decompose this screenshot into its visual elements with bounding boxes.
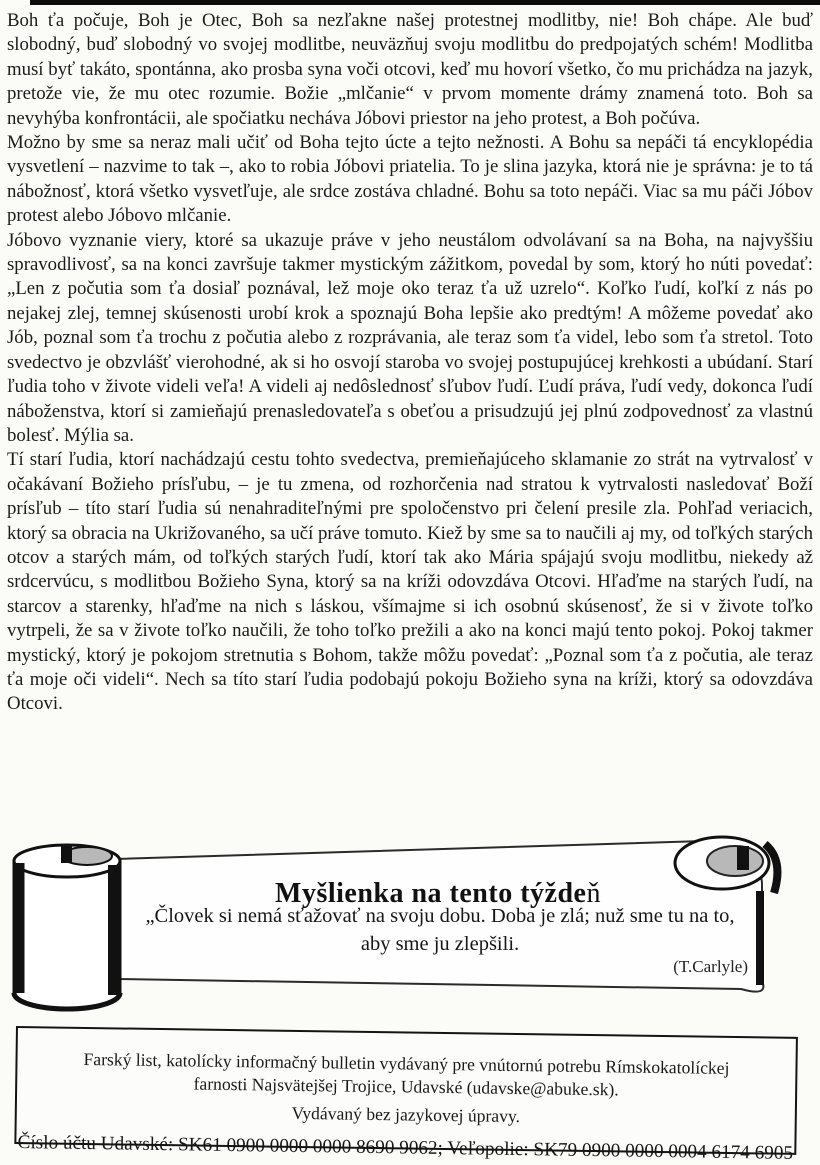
banner-title-main: Myšlienka na tento týžde (275, 877, 587, 909)
quote-line-2: aby sme ju zlepšili. (360, 933, 520, 955)
footer-content (16, 1028, 796, 1165)
top-rule (30, 0, 820, 5)
paragraph-2: Možno by sme sa neraz mali učiť od Boha tejto úcte a tejto nežnosti. A Bohu sa nepáči tá encyklopédia vysvetlení – nazvime to tak –, ako to robia Jóbovi priatelia. To je slina jazyka, ktorá nie je správna: je to tá nábožnosť, ktorá všetko vysvetľuje, ale srdce zostáva chladné. Bohu sa toto nepáči. Viac sa mu páči Jóbov protest alebo Jóbovo mlčanie. (7, 132, 813, 227)
article (7, 9, 813, 717)
scroll-icon (8, 833, 792, 1025)
paragraph-4: Tí starí ľudia, ktorí nachádzajú cestu tohto svedectva, premieňajúceho sklamanie zo strát na vytrvalosť v očakávaní Božieho prísľubu, – je tu zmena, od rozhorčenia nad stratou k vytrvalosti nasledovať Boží prísľub – títo starí ľudia sú nenahraditeľnými pre spoločenstvo pri čelení presile zla. Pohľad veriacich, ktorý sa obracia na Ukrižovaného, sa učí práve tomuto. Kiež by sme sa to naučili aj my, od toľkých starých otcov a starých mám, od toľkých starých ľudí, ktorí tak ako Mária spájajú svoju modlitbu, niekedy až srdcervúcu, s modlitbou Božieho Syna, ktorý sa na kríži odovzdáva Otcovi. Hľaďme na starých ľudí, na starcov a starenky, hľaďme na nich s láskou, všímajme si ich osobnú skúsenosť, že si v živote toľko vytrpeli, že sa v živote toľko naučili, že toho toľko prežili a ako na konci majú tento pokoj. Pokoj takmer mystický, ktorý je pokojom stretnutia s Bohom, takže môžu povedať: „Poznal som ťa z počutia, ale teraz ťa moje oči videli“. Nech sa títo starí ľudia podobajú pokoju Božieho syna na kríži, ktorý sa odovzdáva Otcovi. (7, 449, 813, 715)
account-numbers: Číslo účtu Udavské: SK61 0900 0000 0000 8690 9062; Veľopolie: SK79 0900 0000 0004 6174 6905 (17, 1132, 794, 1164)
footer-line-2: farnosti Najsvätejšej Trojice, Udavské (udavske@abuke.sk). (193, 1073, 619, 1100)
banner-title-tail: ň (586, 877, 601, 909)
thought-of-week-banner (8, 833, 792, 1025)
footer-box (14, 1026, 798, 1164)
quote-line-1: „Človek si nemá sťažovať na svoju dobu. Doba je zlá; nuž sme tu na to, (145, 905, 735, 927)
paragraph-3: Jóbovo vyznanie viery, ktoré sa ukazuje práve v jeho neustálom odvolávaní sa na Boha, na najvyššiu spravodlivosť, sa na konci završuje takmer mystickým zážitkom, povedal by som, ktorý ho núti povedať: „Len z počutia som ťa dosiaľ poznával, lež moje oko teraz ťa už uzrelo“. Koľko ľudí, koľkí z nás po nejakej zlej, temnej skúsenosti urobí krok a spoznajú Boha lepšie ako predtým! A môžeme povedať ako Jób, poznal som ťa trochu z počutia alebo z rozprávania, ale teraz som ťa videl, lebo som ťa stretol. Toto svedectvo je obzvlášť vierohodné, ak si ho osvojí staroba vo svojej postupujúcej krehkosti a ubúdaní. Starí ľudia toho v živote videli veľa! A videli aj nedôslednosť sľubov ľudí. Ľudí práva, ľudí vedy, dokonca ľudí náboženstva, ktorí si zamieňajú prenasledovateľa s obeťou a prisudzujú jej plnú zodpovednosť za vlastnú bolesť. Mýlia sa. (7, 229, 813, 446)
quote-attribution: (T.Carlyle) (673, 957, 748, 976)
footer-line-1: Farský list, katolícky informačný bulletin vydávaný pre vnútornú potrebu Rímskokatolíckej (83, 1048, 730, 1078)
paragraph-1: Boh ťa počuje, Boh je Otec, Boh sa nezľakne našej protestnej modlitby, nie! Boh chápe. Ale buď slobodný, buď slobodný vo svojej modlitbe, neuväzňuj svoju modlitbu do predpojatých schém! Modlitba musí byť takáto, spontánna, ako prosba syna voči otcovi, keď mu hovorí všetko, čo mu prichádza na jazyk, pretože vie, že mu otec rozumie. Božie „mlčanie“ v prvom momente drámy znamená toto. Boh sa nevyhýba konfrontácii, ale spočiatku necháva Jóbovi priestor na jeho protest, a Boh počúva. (7, 10, 813, 129)
footer-line-3: Vydávaný bez jazykovej úpravy. (291, 1102, 521, 1127)
